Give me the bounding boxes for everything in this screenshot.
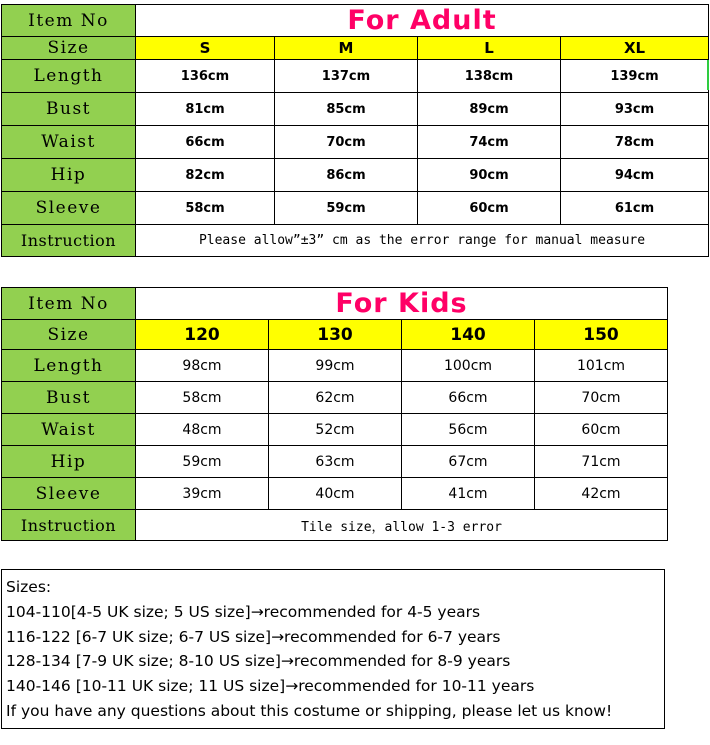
measurement-cell: 138cm [418, 60, 561, 93]
measurement-cell: 58cm [136, 192, 275, 225]
row-label: Length [2, 350, 136, 382]
measurement-cell: 94cm [561, 159, 709, 192]
measurement-cell: 67cm [402, 446, 535, 478]
measurement-cell: 139cm [561, 60, 709, 93]
item-no-label: Item No [2, 288, 136, 320]
measurement-cell: 71cm [535, 446, 668, 478]
measurement-cell: 62cm [269, 382, 402, 414]
measurement-cell: 136cm [136, 60, 275, 93]
measurement-cell: 66cm [136, 126, 275, 159]
size-header-cell: M [275, 37, 418, 60]
measurement-cell: 60cm [535, 414, 668, 446]
instruction-label: Instruction [2, 225, 136, 257]
sizes-line: 116-122 [6-7 UK size; 6-7 US size]→recommended for 6-7 years [6, 627, 501, 646]
row-label: Sleeve [2, 478, 136, 510]
size-header-cell: 150 [535, 320, 668, 350]
measurement-cell: 39cm [136, 478, 269, 510]
table-row [2, 60, 709, 93]
measurement-cell: 99cm [269, 350, 402, 382]
measurement-cell: 82cm [136, 159, 275, 192]
table-row [2, 126, 709, 159]
measurement-cell: 66cm [402, 382, 535, 414]
table-row [2, 382, 668, 414]
measurement-cell: 90cm [418, 159, 561, 192]
instruction-label: Instruction [2, 510, 136, 541]
measurement-cell: 63cm [269, 446, 402, 478]
measurement-cell: 98cm [136, 350, 269, 382]
kids-size-table [1, 287, 668, 541]
row-label: Length [2, 60, 136, 93]
measurement-cell: 70cm [535, 382, 668, 414]
measurement-cell: 52cm [269, 414, 402, 446]
table-row [2, 192, 709, 225]
adult-title: For Adult [136, 5, 709, 37]
measurement-cell: 89cm [418, 93, 561, 126]
row-label: Bust [2, 93, 136, 126]
sizes-heading: Sizes: [6, 578, 52, 596]
measurement-cell: 40cm [269, 478, 402, 510]
adult-size-table [1, 4, 709, 257]
edge-divider [707, 60, 709, 90]
measurement-cell: 137cm [275, 60, 418, 93]
instruction-text: Tile size，allow 1-3 error [136, 510, 668, 541]
table-row [2, 93, 709, 126]
size-header-cell: L [418, 37, 561, 60]
table-row [2, 159, 709, 192]
size-header-cell: 130 [269, 320, 402, 350]
table-row [2, 414, 668, 446]
size-header-cell: S [136, 37, 275, 60]
measurement-cell: 58cm [136, 382, 269, 414]
contact-note: If you have any questions about this costume or shipping, please let us know! [6, 701, 613, 720]
item-no-label: Item No [2, 5, 136, 37]
measurement-cell: 100cm [402, 350, 535, 382]
measurement-cell: 59cm [275, 192, 418, 225]
measurement-cell: 78cm [561, 126, 709, 159]
size-header-cell: XL [561, 37, 709, 60]
row-label: Bust [2, 382, 136, 414]
table-row [2, 478, 668, 510]
table-row [2, 446, 668, 478]
size-label: Size [2, 37, 136, 60]
sizes-line: 140-146 [10-11 UK size; 11 US size]→recommended for 10-11 years [6, 677, 535, 696]
measurement-cell: 61cm [561, 192, 709, 225]
kids-title: For Kids [136, 288, 668, 320]
measurement-cell: 70cm [275, 126, 418, 159]
measurement-cell: 59cm [136, 446, 269, 478]
measurement-cell: 48cm [136, 414, 269, 446]
sizes-line: 128-134 [7-9 UK size; 8-10 US size]→recommended for 8-9 years [6, 652, 511, 671]
measurement-cell: 81cm [136, 93, 275, 126]
row-label: Sleeve [2, 192, 136, 225]
size-label: Size [2, 320, 136, 350]
measurement-cell: 42cm [535, 478, 668, 510]
sizes-note [1, 569, 665, 729]
sizes-line: 104-110[4-5 UK size; 5 US size]→recommended for 4-5 years [6, 602, 481, 621]
row-label: Hip [2, 446, 136, 478]
instruction-text: Please allow”±3” cm as the error range for manual measure [136, 225, 709, 257]
measurement-cell: 85cm [275, 93, 418, 126]
row-label: Waist [2, 414, 136, 446]
measurement-cell: 93cm [561, 93, 709, 126]
measurement-cell: 101cm [535, 350, 668, 382]
measurement-cell: 56cm [402, 414, 535, 446]
size-header-cell: 140 [402, 320, 535, 350]
row-label: Hip [2, 159, 136, 192]
table-row [2, 350, 668, 382]
measurement-cell: 41cm [402, 478, 535, 510]
measurement-cell: 86cm [275, 159, 418, 192]
measurement-cell: 74cm [418, 126, 561, 159]
measurement-cell: 60cm [418, 192, 561, 225]
row-label: Waist [2, 126, 136, 159]
size-header-cell: 120 [136, 320, 269, 350]
